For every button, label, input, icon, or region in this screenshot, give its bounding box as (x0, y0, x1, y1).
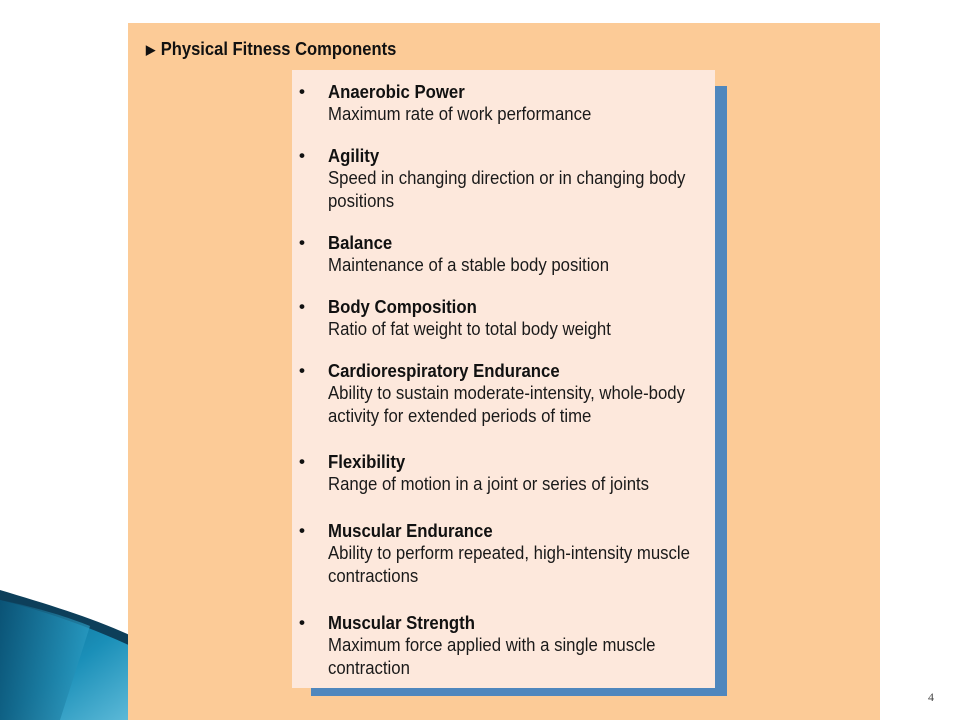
item-title: Cardiorespiratory Endurance (328, 361, 560, 381)
item-description: Maintenance of a stable body position (328, 255, 610, 275)
bullet-icon: • (299, 82, 305, 101)
bullet-icon: • (299, 452, 305, 471)
bullet-icon: • (299, 297, 305, 316)
item-title: Balance (328, 233, 393, 253)
figure-title (146, 39, 396, 60)
bullet-icon: • (299, 233, 305, 252)
item-title: Muscular Strength (328, 613, 475, 633)
item-description: Ratio of fat weight to total body weight (328, 319, 611, 339)
item-description: Maximum rate of work performance (328, 104, 592, 124)
figure-title-text: Physical Fitness Components (160, 39, 397, 59)
item-description: Ability to sustain moderate-intensity, whole-body activity for extended periods of time (328, 383, 685, 426)
item-description: Speed in changing direction or in changing body positions (328, 168, 686, 211)
item-description: Ability to perform repeated, high-intensity muscle contractions (328, 543, 690, 586)
item-title: Agility (328, 146, 380, 166)
item-title: Muscular Endurance (328, 521, 493, 541)
fitness-figure (128, 23, 880, 720)
components-card (292, 70, 715, 688)
item-title: Anaerobic Power (328, 82, 465, 102)
bullet-icon: • (299, 146, 305, 165)
bullet-icon: • (299, 361, 305, 380)
item-title: Body Composition (328, 297, 477, 317)
bullet-icon: • (299, 613, 305, 632)
page-number: 4 (928, 690, 934, 704)
triangle-arrow-icon: ▶ (146, 42, 156, 57)
item-title: Flexibility (328, 452, 406, 472)
item-description: Range of motion in a joint or series of joints (328, 474, 650, 494)
bullet-icon: • (299, 521, 305, 540)
item-description: Maximum force applied with a single muscle contraction (328, 635, 656, 678)
